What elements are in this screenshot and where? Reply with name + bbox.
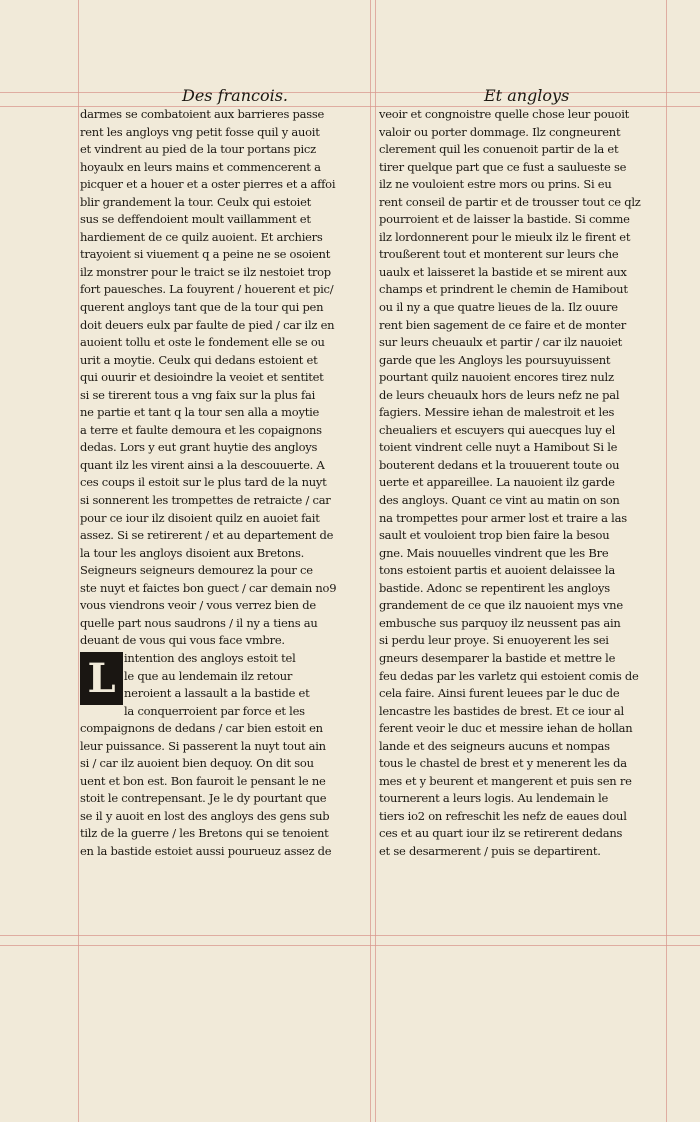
text-line: hardiement de ce quilz auoient. Et archiers <box>80 229 323 244</box>
text-line: pourtant quilz nauoient encores tirez nulz <box>379 370 614 385</box>
text-line: ne partie et tant q la tour sen alla a moytie <box>80 405 320 420</box>
text-line: de leurs cheuaulx hors de leurs nefz ne pal <box>379 387 620 402</box>
margin-rule-foot <box>0 945 700 946</box>
text-line: assez. Si se retirerent / et au departement de <box>80 528 334 543</box>
text-line: lande et des seigneurs aucuns et nompas <box>379 738 610 753</box>
text-line: cela faire. Ainsi furent leuees par le duc de <box>379 686 620 701</box>
text-line: gne. Mais nouuelles vindrent que les Bre <box>379 545 609 560</box>
text-line: pourroient et de laisser la bastide. Si comme <box>379 212 630 227</box>
text-line: leur puissance. Si passerent la nuyt tout ain <box>80 738 326 753</box>
initial-paragraph <box>80 650 368 720</box>
text-line: trayoient si viuement q a peine ne se osoient <box>80 247 331 262</box>
text-line: uent et bon est. Bon fauroit le pensant le ne <box>80 773 326 788</box>
running-header-right: Et angloys <box>484 86 570 105</box>
text-line: en la bastide estoiet aussi pourueuz assez de <box>80 843 332 858</box>
text-line: et se desarmerent / puis se departirent. <box>379 843 601 858</box>
text-line: uerte et appareillee. La nauoient ilz garde <box>379 475 615 490</box>
text-line: rent conseil de partir et de trousser tout ce qlz <box>379 194 641 209</box>
text-line: a terre et faulte demoura et les copaignons <box>80 422 322 437</box>
text-line: la conquerroient par force et les <box>124 703 305 718</box>
text-line: des angloys. Quant ce vint au matin on son <box>379 493 620 508</box>
text-line: dedas. Lors y eut grant huytie des angloys <box>80 440 318 455</box>
text-line: tons estoient partis et auoient delaissee la <box>379 563 615 578</box>
text-line: quelle part nous saudrons / il ny a tiens au <box>80 615 318 630</box>
text-line: ou il ny a que quatre lieues de la. Ilz ouure <box>379 300 618 315</box>
text-line: urit a moytie. Ceulx qui dedans estoient et <box>80 352 318 367</box>
text-line: ilz lordonnerent pour le mieulx ilz le firent et <box>379 229 631 244</box>
text-line: tilz de la guerre / les Bretons qui se tenoient <box>80 826 329 841</box>
left-column-lines-after <box>80 720 368 860</box>
text-line: garde que les Angloys les poursuyuissent <box>379 352 611 367</box>
text-line: fagiers. Messire iehan de malestroit et les <box>379 405 615 420</box>
running-header-left: Des francois. <box>182 86 289 105</box>
left-text-column <box>80 106 368 861</box>
decorated-initial-letter: L <box>80 652 123 705</box>
text-line: stoit le contrepensant. Je le dy pourtant que <box>80 791 327 806</box>
text-line: se il y auoit en lost des angloys des gens sub <box>80 808 330 823</box>
text-line: darmes se combatoient aux barrieres passe <box>80 107 325 121</box>
text-line: auoient tollu et oste le fondement elle se ou <box>80 335 325 350</box>
text-line: clerement quil les conuenoit partir de la et <box>379 142 619 157</box>
text-line: ste nuyt et faictes bon guect / car demain no9 <box>80 580 337 595</box>
text-line: grandement de ce que ilz nauoient mys vne <box>379 598 623 613</box>
text-line: si se tirerent tous a vng faix sur la plus fai <box>80 387 316 402</box>
text-line: bastide. Adonc se repentirent les angloys <box>379 580 610 595</box>
margin-rule-bottom <box>0 935 700 936</box>
text-line: blir grandement la tour. Ceulx qui estoiet <box>80 194 312 209</box>
text-line: troußerent tout et monterent sur leurs che <box>379 247 619 262</box>
text-line: feu dedas par les varletz qui estoient comis de <box>379 668 639 683</box>
margin-rule-gutter-left <box>370 0 371 1122</box>
text-line: ferent veoir le duc et messire iehan de hollan <box>379 721 633 736</box>
text-line: le que au lendemain ilz retour <box>124 668 293 683</box>
text-line: vous viendrons veoir / vous verrez bien de <box>80 598 316 613</box>
text-line: si / car ilz auoient bien dequoy. On dit sou <box>80 756 314 771</box>
margin-rule-gutter-right <box>375 0 376 1122</box>
text-line: quant ilz les virent ainsi a la descouuerte. A <box>80 457 325 472</box>
text-line: gneurs desemparer la bastide et mettre le <box>379 650 616 665</box>
text-line: na trompettes pour armer lost et traire a las <box>379 510 627 525</box>
text-line: tous le chastel de brest et y menerent les da <box>379 756 627 771</box>
text-line: si perdu leur proye. Si enuoyerent les sei <box>379 633 609 648</box>
text-line: sault et vouloient trop bien faire la besou <box>379 528 610 543</box>
text-line: ces et au quart iour ilz se retirerent dedans <box>379 826 623 841</box>
text-line: pour ce iour ilz disoient quilz en auoiet fait <box>80 510 320 525</box>
right-text-column <box>379 106 664 861</box>
text-line: neroient a lassault a la bastide et <box>124 686 310 701</box>
text-line: ilz monstrer pour le traict se ilz nestoiet trop <box>80 264 331 279</box>
text-line: ilz ne vouloient estre mors ou prins. Si eu <box>379 177 612 192</box>
text-line: rent les angloys vng petit fosse quil y auoit <box>80 124 320 139</box>
text-line: tiers io2 on refreschit les nefz de eaues doul <box>379 808 627 823</box>
text-line: rent bien sagement de ce faire et de monter <box>379 317 627 332</box>
text-line: deuant de vous qui vous face vmbre. <box>80 633 285 648</box>
text-line: tirer quelque part que ce fust a saulueste se <box>379 159 627 174</box>
text-line: doit deuers eulx par faulte de pied / car ilz en <box>80 317 335 332</box>
margin-rule-left <box>78 0 79 1122</box>
text-line: sur leurs cheuaulx et partir / car ilz nauoiet <box>379 335 623 350</box>
text-line: cheualiers et escuyers qui auecques luy el <box>379 422 616 437</box>
text-line: champs et prindrent le chemin de Hamibout <box>379 282 628 297</box>
text-line: si sonnerent les trompettes de retraicte / car <box>80 493 331 508</box>
text-line: mes et y beurent et mangerent et puis sen re <box>379 773 632 788</box>
text-line: embusche sus parquoy ilz neussent pas ain <box>379 615 621 630</box>
text-line: ces coups il estoit sur le plus tard de la nuyt <box>80 475 327 490</box>
text-line: uaulx et laisseret la bastide et se mirent aux <box>379 264 627 279</box>
text-line: tournerent a leurs logis. Au lendemain le <box>379 791 609 806</box>
text-line: bouterent dedans et la trouuerent toute ou <box>379 457 620 472</box>
text-line: qui ouurir et desioindre la veoiet et sentitet <box>80 370 324 385</box>
text-line: Seigneurs seigneurs demourez la pour ce <box>80 563 313 578</box>
text-line: la tour les angloys disoient aux Bretons. <box>80 545 305 560</box>
text-line: lencastre les bastides de brest. Et ce iour al <box>379 703 624 718</box>
margin-rule-right <box>666 0 667 1122</box>
initial-block-lines <box>80 650 368 720</box>
text-line: toient vindrent celle nuyt a Hamibout Si le <box>379 440 618 455</box>
text-line: fort pauesches. La fouyrent / houerent et pic/ <box>80 282 334 297</box>
text-line: compaignons de dedans / car bien estoit en <box>80 721 323 736</box>
left-column-lines <box>80 106 368 650</box>
text-line: picquer et a houer et a oster pierres et a affoi <box>80 177 336 192</box>
text-line: et vindrent au pied de la tour portans picz <box>80 142 316 157</box>
margin-rule-header <box>0 92 700 93</box>
text-line: hoyaulx en leurs mains et commencerent a <box>80 159 321 174</box>
text-line: intention des angloys estoit tel <box>124 650 296 665</box>
text-line: querent angloys tant que de la tour qui pen <box>80 300 324 315</box>
text-line: sus se deffendoient moult vaillamment et <box>80 212 311 227</box>
text-line: veoir et congnoistre quelle chose leur pouoit <box>379 107 629 121</box>
right-column-lines <box>379 106 664 861</box>
text-line: valoir ou porter dommage. Ilz congneurent <box>379 124 621 139</box>
